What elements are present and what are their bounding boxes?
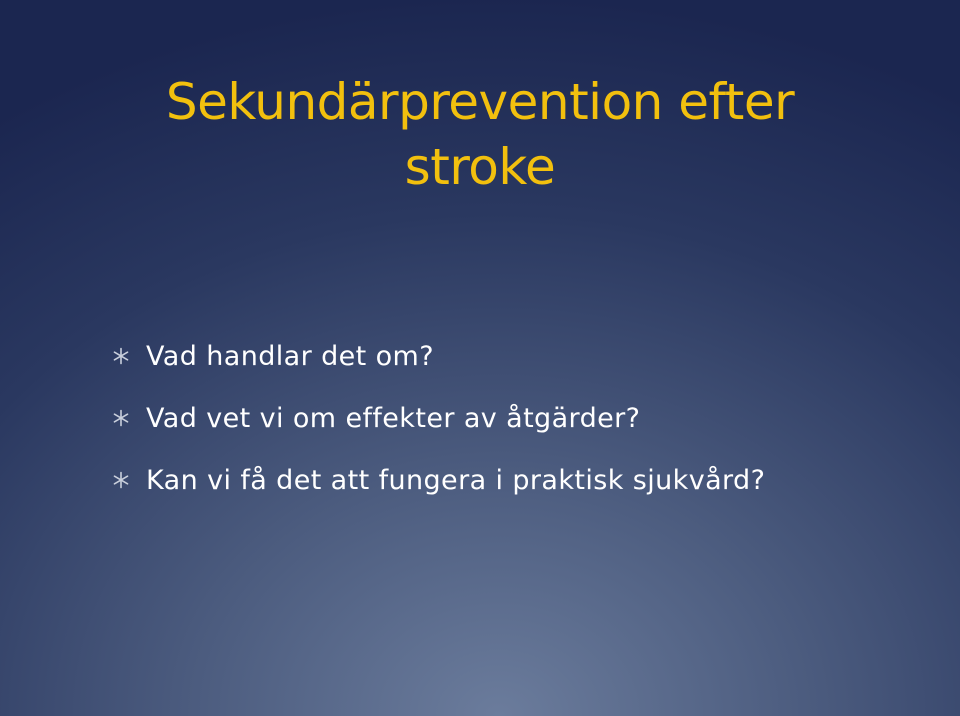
asterisk-bullet-icon [112, 398, 146, 438]
bullet-text: Vad vet vi om effekter av åtgärder? [146, 402, 641, 434]
bullet-list [112, 325, 765, 511]
asterisk-bullet-icon [112, 336, 146, 376]
slide-title-line-1: Sekundärprevention efter [165, 73, 795, 131]
asterisk-bullet-icon [112, 460, 146, 500]
bullet-text: Vad handlar det om? [146, 340, 434, 372]
bullet-item-3 [112, 449, 765, 511]
bullet-text: Kan vi få det att fungera i praktisk sjukvård? [146, 464, 766, 496]
slide-title [100, 70, 860, 200]
slide-title-line-2: stroke [404, 138, 556, 196]
bullet-item-1 [112, 325, 765, 387]
bullet-item-2 [112, 387, 765, 449]
